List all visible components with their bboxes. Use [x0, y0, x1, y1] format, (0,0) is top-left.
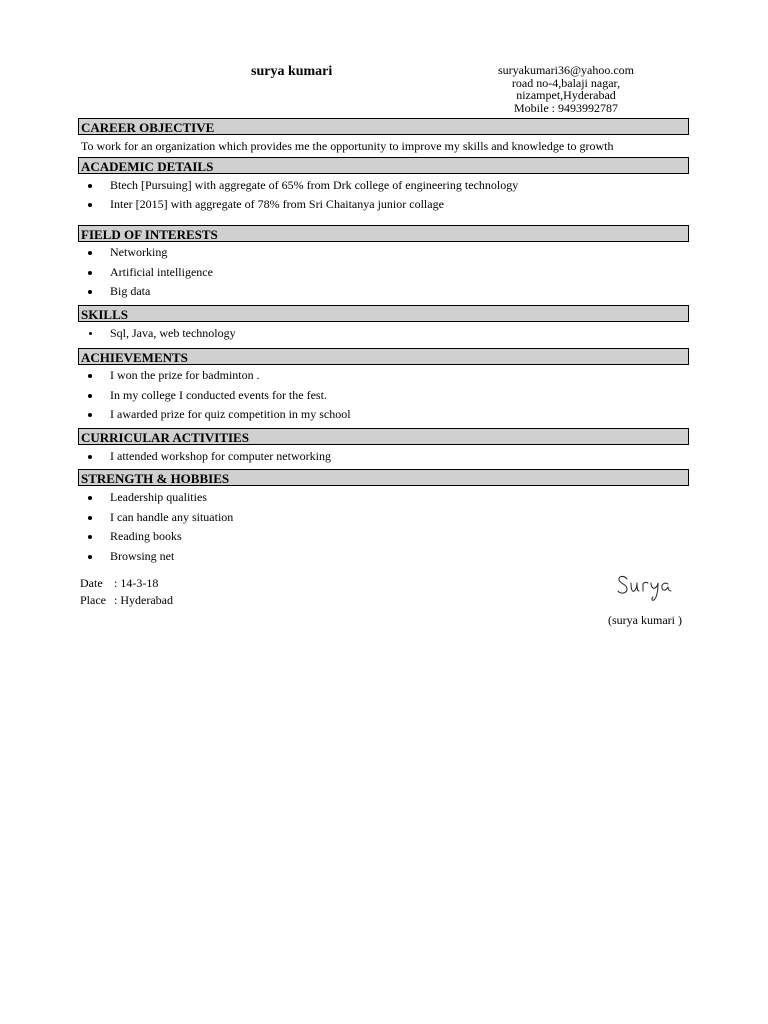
bullet-icon — [88, 535, 92, 539]
list-item: Btech [Pursuing] with aggregate of 65% from Drk college of engineering technology — [110, 178, 518, 193]
date-line — [80, 576, 158, 591]
bullet-icon — [88, 496, 92, 500]
signatory-name: (surya kumari ) — [608, 613, 682, 627]
bullet-icon — [88, 555, 92, 559]
bullet-icon — [88, 374, 92, 378]
handwritten-signature — [615, 570, 681, 604]
list-item: Browsing net — [110, 549, 174, 564]
list-item: I attended workshop for computer networking — [110, 449, 331, 464]
list-item: Inter [2015] with aggregate of 78% from Sri Chaitanya junior collage — [110, 197, 444, 212]
list-item: Sql, Java, web technology — [110, 326, 236, 341]
academic-details-header: ACADEMIC DETAILS — [78, 157, 689, 174]
career-objective-text: To work for an organization which provides me the opportunity to improve my skills and knowledge to growth — [81, 139, 614, 153]
bullet-icon — [88, 184, 92, 188]
field-of-interests-header: FIELD OF INTERESTS — [78, 225, 689, 242]
address-line-1: road no-4,balaji nagar, — [511, 75, 621, 90]
curricular-activities-header: CURRICULAR ACTIVITIES — [78, 428, 689, 445]
place-value: : Hyderabad — [114, 593, 173, 607]
skills-header: SKILLS — [78, 305, 689, 322]
list-item: In my college I conducted events for the fest. — [110, 388, 327, 403]
list-item: I won the prize for badminton . — [110, 368, 260, 383]
contact-block — [456, 64, 676, 114]
candidate-name: surya kumari — [251, 64, 333, 79]
mobile-text: Mobile : 9493992787 — [514, 100, 618, 115]
address-line-2: nizampet,Hyderabad — [516, 88, 616, 102]
date-value: : 14-3-18 — [114, 576, 159, 590]
bullet-icon — [88, 203, 92, 207]
list-item: I awarded prize for quiz competition in my school — [110, 407, 351, 422]
list-item: Reading books — [110, 529, 182, 544]
bullet-icon — [88, 516, 92, 520]
bullet-icon — [88, 271, 92, 275]
list-item: Leadership qualities — [110, 490, 207, 505]
place-line — [80, 593, 173, 608]
bullet-icon — [89, 332, 92, 335]
list-item: I can handle any situation — [110, 510, 233, 525]
list-item: Artificial intelligence — [110, 265, 213, 280]
date-label: Date — [80, 576, 103, 590]
place-label: Place — [80, 593, 106, 607]
bullet-icon — [88, 290, 92, 294]
bullet-icon — [88, 413, 92, 417]
bullet-icon — [88, 455, 92, 459]
list-item: Networking — [110, 245, 167, 260]
career-objective-header: CAREER OBJECTIVE — [78, 118, 689, 135]
bullet-icon — [88, 394, 92, 398]
strength-hobbies-header: STRENGTH & HOBBIES — [78, 469, 689, 486]
list-item: Big data — [110, 284, 150, 299]
bullet-icon — [88, 251, 92, 255]
achievements-header: ACHIEVEMENTS — [78, 348, 689, 365]
email-text: suryakumari36@yahoo.com — [497, 63, 635, 77]
